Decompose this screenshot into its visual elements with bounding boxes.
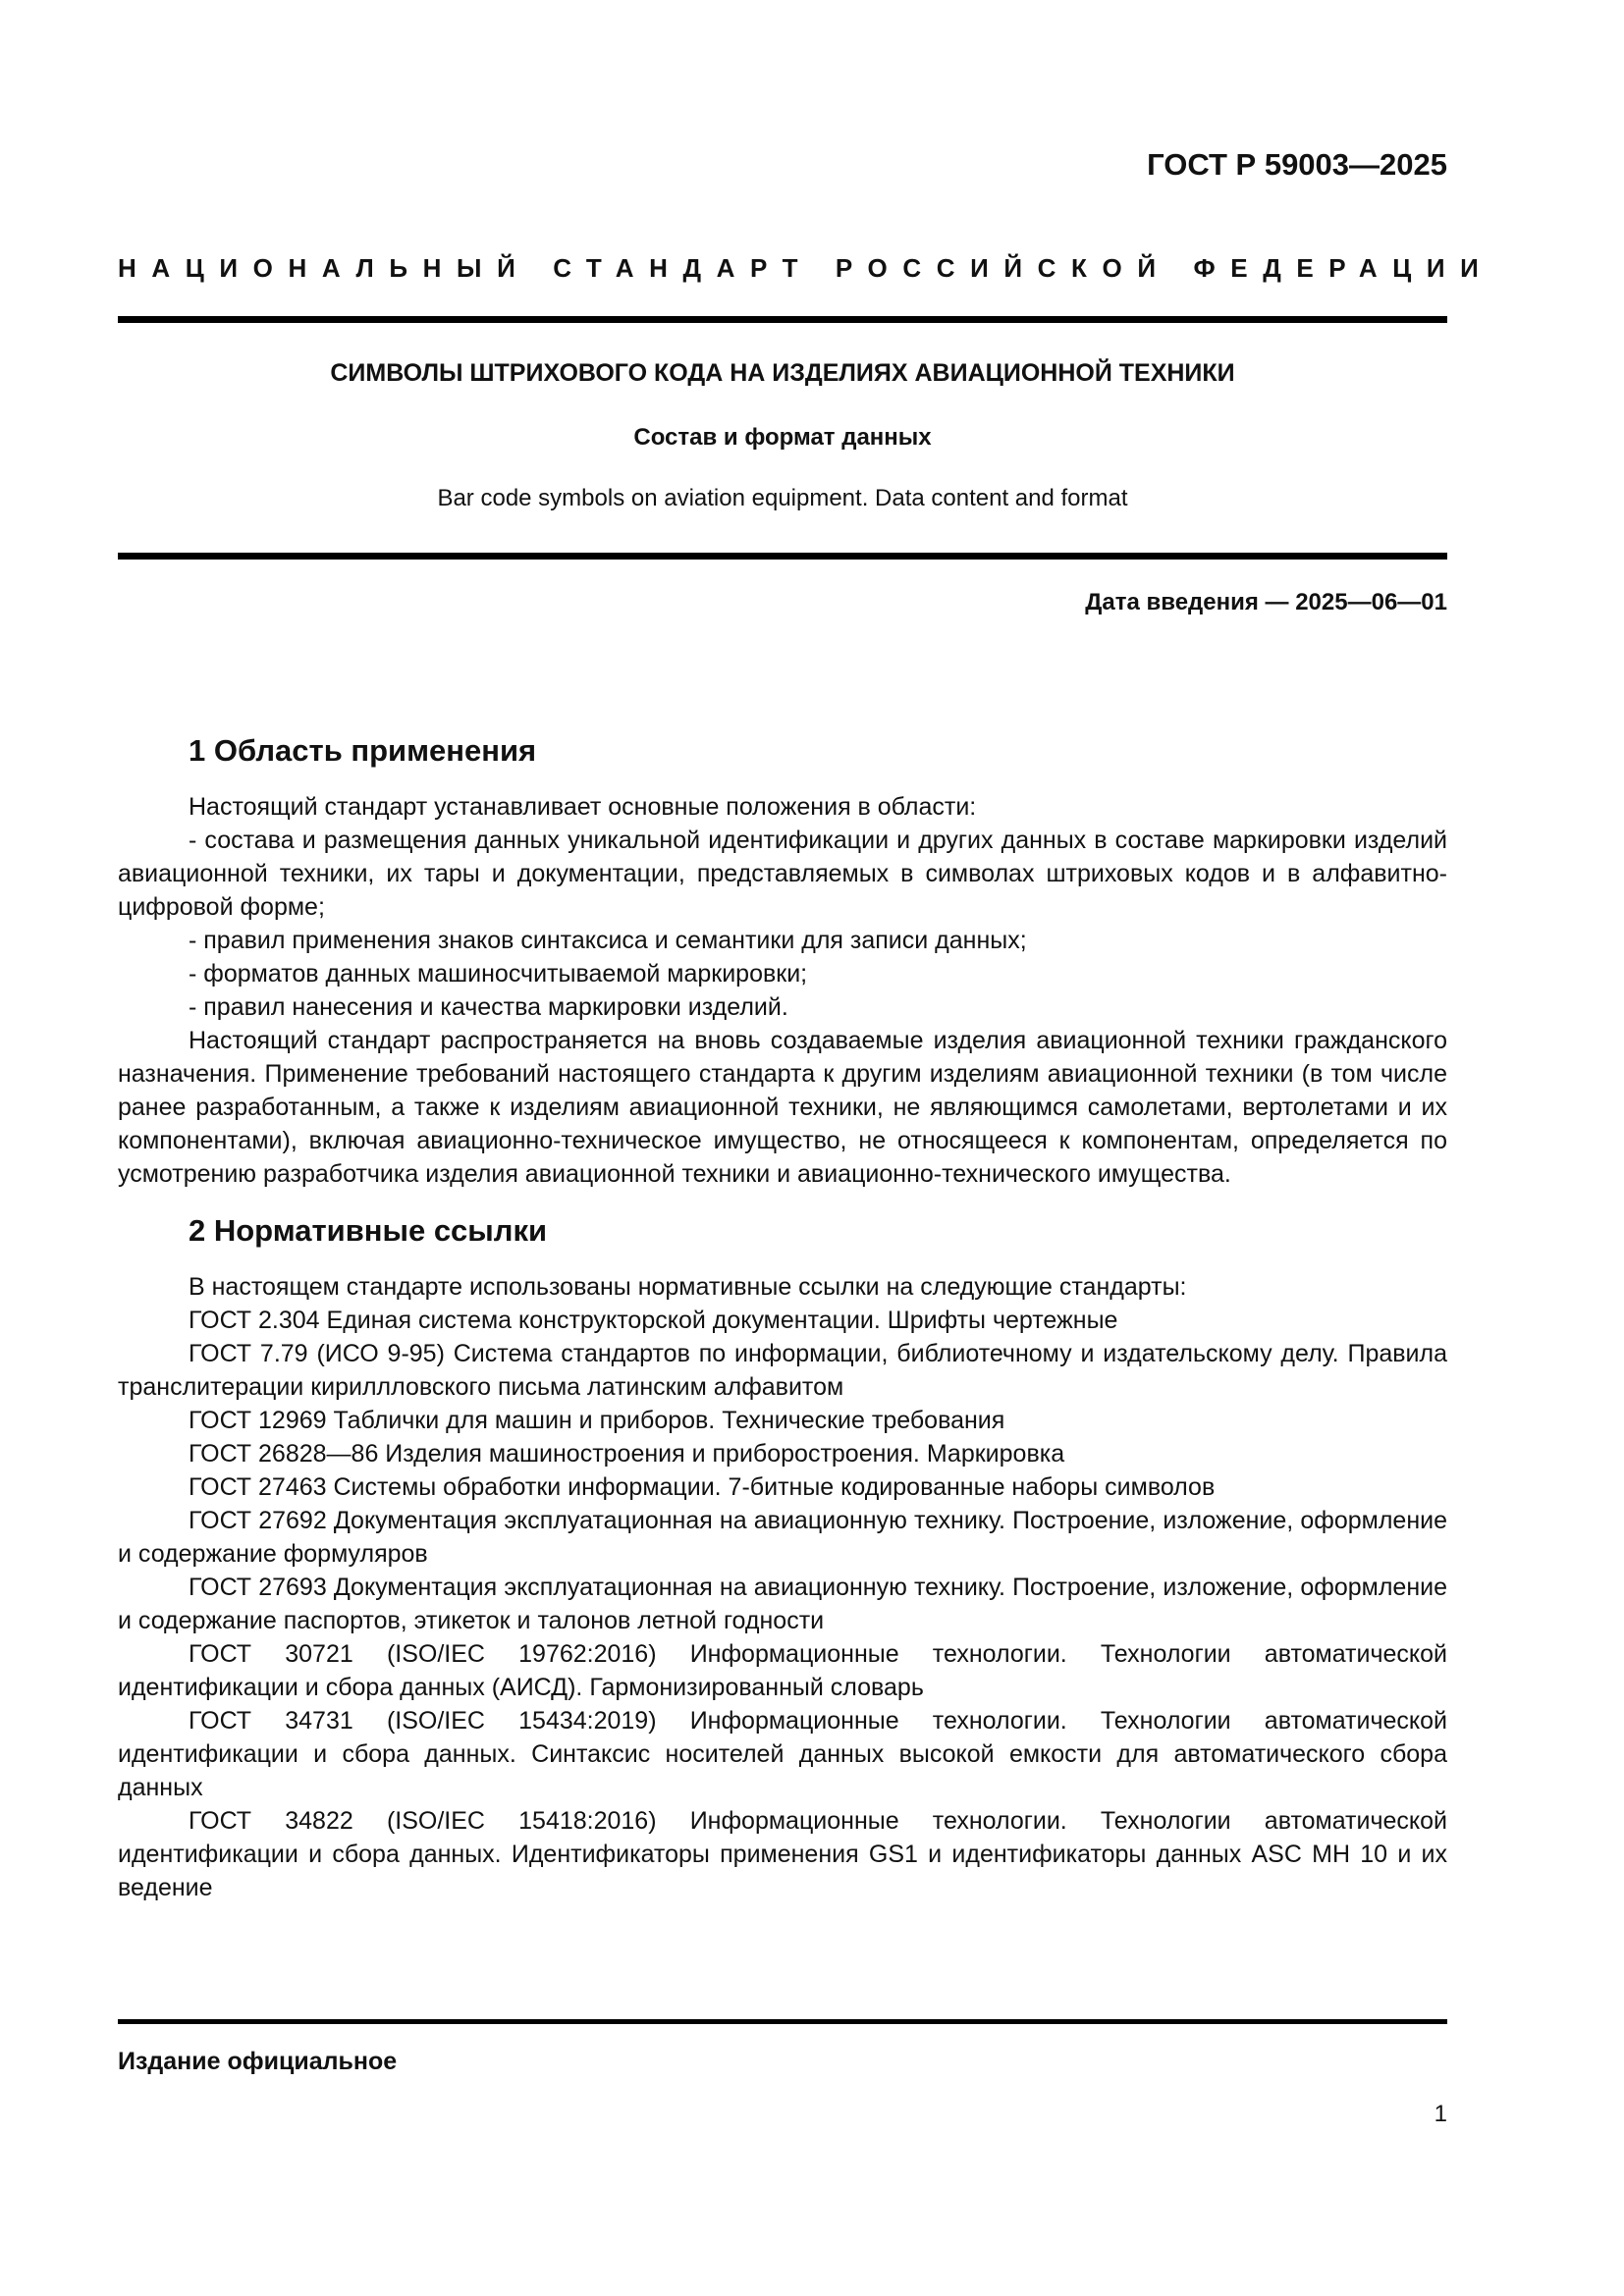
normative-reference: ГОСТ 12969 Таблички для машин и приборов. Технические требования — [189, 1407, 1005, 1435]
normative-reference: ГОСТ 34731 (ISO/IEC 15434:2019) Информационные технологии. Технологии автоматической идентификации и сбора данных. Синтаксис носителей данных высокой емкости для автоматического сбора данных — [118, 1707, 1447, 1802]
section-2-paragraph: В настоящем стандарте использованы нормативные ссылки на следующие стандарты: — [189, 1273, 1187, 1302]
page-number: 1 — [1434, 2101, 1447, 2127]
section-1-paragraph: Настоящий стандарт распространяется на вновь создаваемые изделия авиационной техники гражданского назначения. Применение требований настоящего стандарта к другим изделиям авиационной техники (в том числе ранее разработанным, а также к изделиям авиационной техники, не являющимся самолетами, вертолетами и их компонентами), включая авиационно-техническое имущество, не относящееся к компонентам, определяется по усмотрению разработчика изделия авиационной техники и авиационно-технического имущества. — [118, 1027, 1447, 1189]
normative-reference: ГОСТ 26828—86 Изделия машиностроения и приборостроения. Маркировка — [189, 1440, 1065, 1468]
normative-reference: ГОСТ 2.304 Единая система конструкторской документации. Шрифты чертежные — [189, 1307, 1118, 1335]
normative-reference: ГОСТ 7.79 (ИСО 9-95) Система стандартов по информации, библиотечному и издательскому делу. Правила транслитерации кириллловского письма латинским алфавитом — [118, 1340, 1447, 1402]
normative-reference: ГОСТ 27693 Документация эксплуатационная на авиационную технику. Построение, изложение, оформление и содержание паспортов, этикеток и талонов летной годности — [118, 1574, 1447, 1635]
section-1-list-item: - правил применения знаков синтаксиса и семантики для записи данных; — [189, 927, 1027, 955]
normative-reference: ГОСТ 27692 Документация эксплуатационная на авиационную технику. Построение, изложение, оформление и содержание формуляров — [118, 1507, 1447, 1569]
document-subtitle-english: Bar code symbols on aviation equipment. Data content and format — [437, 485, 1128, 511]
normative-reference: ГОСТ 34822 (ISO/IEC 15418:2016) Информационные технологии. Технологии автоматической идентификации и сбора данных. Идентификаторы применения GS1 и идентификаторы данных ASC MH 10 и их ведение — [118, 1807, 1447, 1902]
normative-reference: ГОСТ 30721 (ISO/IEC 19762:2016) Информационные технологии. Технологии автоматической идентификации и сбора данных (АИСД). Гармонизированный словарь — [118, 1640, 1447, 1702]
document-number: ГОСТ Р 59003—2025 — [1147, 147, 1447, 182]
title-divider — [118, 553, 1447, 560]
footer-divider — [118, 2019, 1447, 2024]
section-1-paragraph: Настоящий стандарт устанавливает основные положения в области: — [189, 793, 977, 822]
section-1-list-item: - правил нанесения и качества маркировки изделий. — [189, 993, 788, 1022]
section-1-list-item: - форматов данных машиносчитываемой маркировки; — [189, 960, 808, 988]
effective-date: Дата введения — 2025—06—01 — [1085, 589, 1447, 615]
section-2-title: 2 Нормативные ссылки — [189, 1213, 548, 1249]
document-title: СИМВОЛЫ ШТРИХОВОГО КОДА НА ИЗДЕЛИЯХ АВИАЦИОННОЙ ТЕХНИКИ — [330, 359, 1235, 387]
document-body — [118, 732, 1447, 1904]
official-edition-label: Издание официальное — [118, 2048, 398, 2075]
section-1-title: 1 Область применения — [189, 733, 537, 768]
section-1-list-item: - состава и размещения данных уникальной идентификации и других данных в составе маркировки изделий авиационной техники, их тары и документации, представляемых в символах штриховых кодов и в алфавитно-цифровой форме; — [118, 827, 1447, 922]
normative-reference: ГОСТ 27463 Системы обработки информации. 7-битные кодированные наборы символов — [189, 1473, 1216, 1502]
national-standard-heading: НАЦИОНАЛЬНЫЙ СТАНДАРТ РОССИЙСКОЙ ФЕДЕРАЦИИ — [118, 253, 1494, 283]
top-divider — [118, 316, 1447, 323]
document-subtitle: Состав и формат данных — [633, 424, 932, 451]
